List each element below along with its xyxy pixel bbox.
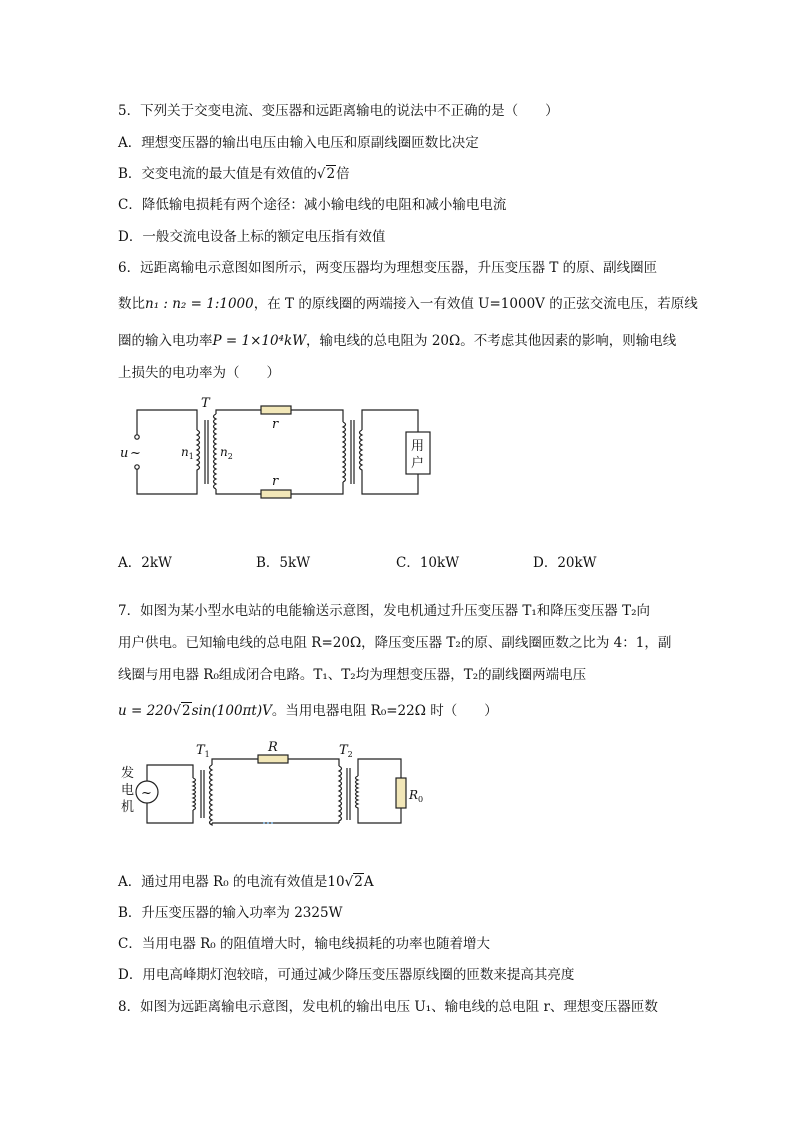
q7-option-a: [118, 873, 374, 891]
q6-option-d: D．20kW: [533, 555, 597, 571]
q7-circuit-diagram: [115, 738, 425, 838]
label-R0: $R_0$: [409, 788, 424, 804]
q5-option-d: D．一般交流电设备上标的额定电压指有效值: [118, 229, 386, 245]
sqrt-symbol: √2: [344, 874, 363, 890]
label-tilde: ~: [130, 446, 141, 461]
q6-text: 圈的输入电功率: [118, 333, 213, 349]
q7-stem-line1: 7．如图为某小型水电站的电能输送示意图，发电机通过升压变压器 T₁和降压变压器 T₂向: [118, 603, 651, 619]
t2-primary-coil-icon: [339, 766, 342, 823]
resistor-bottom-icon: [261, 490, 291, 498]
label-T2: $T_2$: [339, 743, 353, 759]
secondary-coil-icon: [214, 414, 217, 489]
label-T: T: [201, 396, 210, 411]
q6-circuit-diagram: [115, 392, 445, 507]
q6-power-formula: P = 1×10⁴kW: [212, 333, 307, 349]
resistor-R-icon: [258, 755, 288, 763]
q5-option-b-suffix: 倍: [336, 166, 350, 182]
label-T1: $T_1$: [196, 743, 210, 759]
q6-stem-line1: 6．远距离输电示意图如图所示，两变压器均为理想变压器，升压变压器 T 的原、副线圈匝: [118, 260, 658, 276]
q7-text: 。当用电器电阻 R₀=22Ω 时（ ）: [271, 703, 498, 719]
q7-option-a-text: A．通过用电器 R₀ 的电流有效值是: [118, 874, 328, 890]
q6-option-c: C．10kW: [396, 555, 460, 571]
label-r-bottom: r: [272, 474, 279, 489]
label-user-1: 用: [411, 439, 425, 454]
resistor-R0-icon: [396, 778, 406, 808]
q7-option-a-unit: A: [363, 874, 374, 890]
terminal-top: [135, 435, 139, 439]
q6-stem-line2: [118, 295, 698, 313]
q7-option-a-formula: 10: [327, 874, 345, 890]
generator-tilde: ~: [141, 786, 152, 801]
q6-stem-line4: 上损失的电功率为（ ）: [118, 365, 280, 381]
label-r-top: r: [272, 417, 279, 432]
label-n2: $n_2$: [220, 445, 233, 461]
q6-option-a: A．2kW: [118, 555, 172, 571]
q7-stem-line2: 用户供电。已知输电线的总电阻 R=20Ω，降压变压器 T₂的原、副线圈匝数之比为 4：1，副: [118, 635, 672, 651]
q6-text: ，输电线的总电阻为 20Ω。不考虑其他因素的影响，则输电线: [306, 333, 677, 349]
q6-text: 数比: [118, 296, 145, 312]
label-u: u: [120, 446, 129, 461]
t1-primary-coil-icon: [193, 778, 196, 810]
t1-secondary-coil-icon: [210, 765, 213, 825]
label-n1: $n_1$: [181, 445, 194, 461]
q6-option-b: B．5kW: [256, 555, 311, 571]
sqrt-symbol: √2: [172, 703, 191, 719]
q5-option-b: [118, 165, 350, 183]
q5-stem: 5．下列关于交变电流、变压器和远距离输电的说法中不正确的是（ ）: [118, 103, 559, 119]
terminal-bottom: [135, 465, 139, 469]
label-user-2: 户: [411, 456, 425, 471]
stepdown-secondary-coil-icon: [360, 430, 363, 474]
q7-voltage-formula-tail: sin(100πt)V: [191, 703, 272, 719]
label-gen-1: 发: [121, 766, 135, 781]
label-gen-2: 电: [121, 783, 135, 798]
q6-text: ，在 T 的原线圈的两端接入一有效值 U=1000V 的正弦交流电压，若原线: [253, 296, 698, 312]
q5-option-a: A．理想变压器的输出电压由输入电压和原副线圈匝数比决定: [118, 135, 479, 151]
sqrt-symbol: √2: [316, 166, 336, 182]
t2-secondary-coil-icon: [356, 776, 359, 812]
label-R: R: [268, 740, 278, 755]
resistor-top-icon: [261, 406, 291, 414]
primary-coil-icon: [197, 430, 200, 474]
q7-stem-line3: 线圈与用电器 R₀组成闭合电路。T₁、T₂均为理想变压器，T₂的副线圈两端电压: [118, 667, 587, 683]
q7-option-d: D．用电高峰期灯泡较暗，可通过减少降压变压器原线圈的匝数来提高其亮度: [118, 967, 575, 983]
q7-voltage-formula: u = 220: [118, 703, 173, 719]
label-gen-3: 机: [121, 800, 135, 815]
q7-option-b: B．升压变压器的输入功率为 2325W: [118, 905, 343, 921]
q8-stem-line1: 8．如图为远距离输电示意图，发电机的输出电压 U₁、输电线的总电阻 r、理想变压器匝数: [118, 999, 658, 1015]
q7-option-c: C．当用电器 R₀ 的阻值增大时，输电线损耗的功率也随着增大: [118, 936, 490, 952]
stepdown-primary-coil-icon: [343, 422, 346, 482]
q6-stem-line3: [118, 332, 676, 350]
q5-option-b-text: B．交变电流的最大值是有效值的: [118, 166, 317, 182]
q7-stem-line4: [118, 702, 498, 720]
q6-turns-ratio-formula: n₁ : n₂ = 1:1000: [145, 296, 254, 312]
q5-option-c: C．降低输电损耗有两个途径：减小输电线的电阻和减小输电电流: [118, 197, 507, 213]
